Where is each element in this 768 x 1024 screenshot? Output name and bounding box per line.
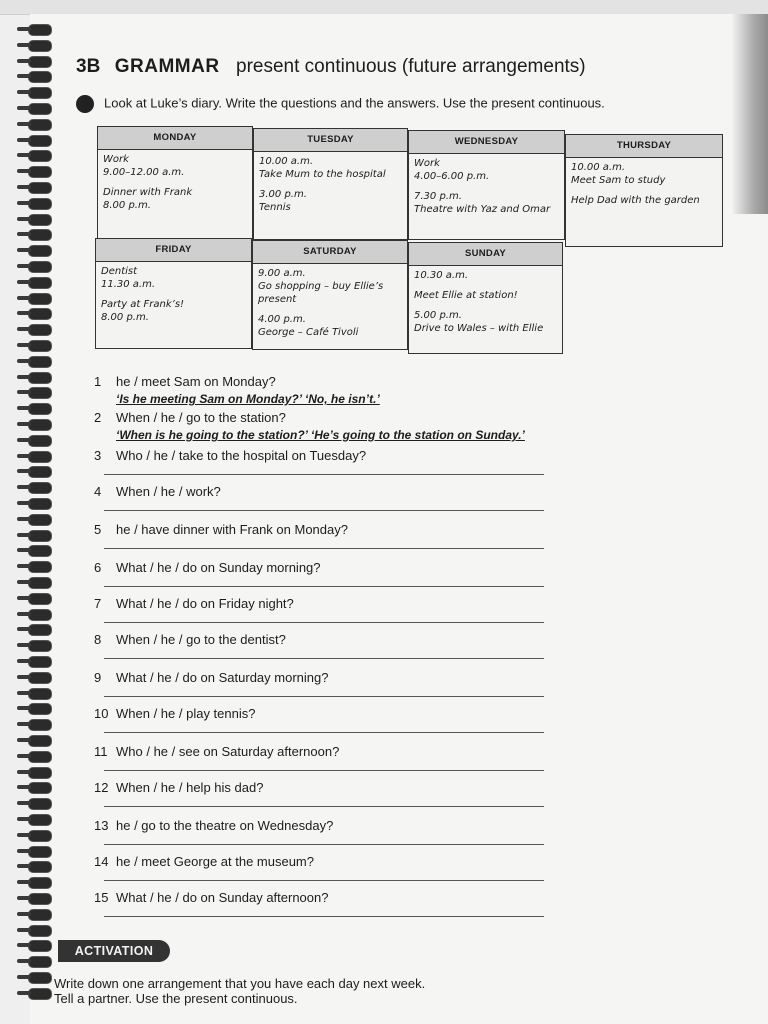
spiral-ring xyxy=(28,577,52,589)
question-number: 1 xyxy=(94,374,102,389)
instruction-text: Look at Luke’s diary. Write the questions and the answers. Use the present continuous. xyxy=(104,95,605,111)
spiral-ring xyxy=(28,640,52,652)
spiral-ring xyxy=(28,751,52,763)
diary-entry: Dentist xyxy=(101,266,138,277)
diary-day-cell xyxy=(253,128,408,240)
answer-line[interactable] xyxy=(104,474,544,475)
diary-entry: 10.00 a.m. xyxy=(259,156,314,167)
spiral-ring xyxy=(28,182,52,194)
activation-line-1: Write down one arrangement that you have each day next week. xyxy=(54,976,426,991)
answer-line[interactable] xyxy=(104,622,544,623)
diary-entry: 11.30 a.m. xyxy=(101,279,156,290)
spiral-ring xyxy=(28,940,52,952)
diary-entry: Drive to Wales – with Ellie xyxy=(414,323,544,334)
spiral-ring xyxy=(28,482,52,494)
bullet-icon xyxy=(76,95,94,113)
spiral-ring xyxy=(28,672,52,684)
question-number: 14 xyxy=(94,854,109,869)
spiral-ring xyxy=(28,514,52,526)
diary-entry: Meet Sam to study xyxy=(571,175,666,186)
question-number: 3 xyxy=(94,448,102,463)
spiral-ring xyxy=(28,545,52,557)
spiral-ring xyxy=(28,861,52,873)
diary-entry: 9.00 a.m. xyxy=(258,268,306,279)
answer-line[interactable] xyxy=(104,844,544,845)
spiral-ring xyxy=(28,56,52,68)
spiral-ring xyxy=(28,609,52,621)
question-prompt: When / he / play tennis? xyxy=(116,706,256,721)
question-prompt: What / he / do on Friday night? xyxy=(116,596,294,611)
question-prompt: he / have dinner with Frank on Monday? xyxy=(116,522,348,537)
diary-entries xyxy=(566,158,722,210)
spiral-ring xyxy=(28,466,52,478)
spiral-ring xyxy=(28,340,52,352)
spiral-ring xyxy=(28,925,52,937)
diary-entry: 10.30 a.m. xyxy=(414,270,469,281)
section-code: 3B xyxy=(76,56,101,77)
diary-entry: Party at Frank’s! xyxy=(101,299,185,310)
spiral-ring xyxy=(28,656,52,668)
question-number: 12 xyxy=(94,780,109,795)
example-answer: ‘Is he meeting Sam on Monday?’ ‘No, he isn’t.’ xyxy=(116,392,380,406)
diary-entry xyxy=(414,183,559,190)
spiral-ring xyxy=(28,372,52,384)
question-number: 15 xyxy=(94,890,109,905)
answer-line[interactable] xyxy=(104,586,544,587)
spiral-ring xyxy=(28,830,52,842)
diary-entries xyxy=(96,262,251,327)
spiral-ring xyxy=(28,419,52,431)
diary-entry: Work xyxy=(103,154,129,165)
question-prompt: When / he / work? xyxy=(116,484,221,499)
spiral-ring xyxy=(28,71,52,83)
diary-entries xyxy=(409,266,562,338)
spiral-ring xyxy=(28,909,52,921)
question-prompt: he / meet George at the museum? xyxy=(116,854,314,869)
spiral-ring xyxy=(28,403,52,415)
spiral-ring xyxy=(28,624,52,636)
diary-entry xyxy=(103,179,247,186)
spiral-ring xyxy=(28,277,52,289)
question-prompt: What / he / do on Sunday afternoon? xyxy=(116,890,329,905)
spiral-ring xyxy=(28,356,52,368)
spiral-ring xyxy=(28,87,52,99)
question-prompt: When / he / go to the dentist? xyxy=(116,632,286,647)
diary-entry: 3.00 p.m. xyxy=(259,189,307,200)
question-prompt: When / he / go to the station? xyxy=(116,410,286,425)
spiral-ring xyxy=(28,229,52,241)
question-prompt: he / go to the theatre on Wednesday? xyxy=(116,818,334,833)
spiral-ring xyxy=(28,245,52,257)
section-title xyxy=(76,56,586,78)
spiral-ring xyxy=(28,703,52,715)
spiral-ring xyxy=(28,988,52,1000)
question-number: 11 xyxy=(94,744,108,759)
question-number: 6 xyxy=(94,560,102,575)
diary-entry: 4.00–6.00 p.m. xyxy=(414,171,490,182)
spiral-ring xyxy=(28,261,52,273)
answer-line[interactable] xyxy=(104,548,544,549)
question-prompt: When / he / help his dad? xyxy=(116,780,264,795)
diary-entry: 8.00 p.m. xyxy=(101,312,149,323)
question-prompt: Who / he / take to the hospital on Tuesday? xyxy=(116,448,367,463)
diary-day-heading: MONDAY xyxy=(98,127,252,150)
diary-entry: 10.00 a.m. xyxy=(571,162,626,173)
question-number: 10 xyxy=(94,706,109,721)
spiral-ring xyxy=(28,735,52,747)
diary-day-heading: FRIDAY xyxy=(96,239,251,262)
spiral-ring xyxy=(28,166,52,178)
spiral-ring xyxy=(28,150,52,162)
question-number: 9 xyxy=(94,670,102,685)
diary-entry: 7.30 p.m. xyxy=(414,191,462,202)
diary-day-heading: SATURDAY xyxy=(253,241,407,264)
diary-day-cell xyxy=(97,126,253,240)
spiral-ring xyxy=(28,798,52,810)
spiral-ring xyxy=(28,198,52,210)
diary-entry: present xyxy=(258,294,297,305)
spiral-ring xyxy=(28,956,52,968)
answer-line[interactable] xyxy=(104,770,544,771)
spiral-ring xyxy=(28,530,52,542)
spiral-binding xyxy=(0,24,60,1024)
diary-entry: 9.00–12.00 a.m. xyxy=(103,167,185,178)
diary-entry: Meet Ellie at station! xyxy=(414,290,518,301)
spiral-ring xyxy=(28,24,52,36)
question-number: 5 xyxy=(94,522,102,537)
diary-entry: Tennis xyxy=(259,202,291,213)
spiral-ring xyxy=(28,214,52,226)
question-prompt: he / meet Sam on Monday? xyxy=(116,374,276,389)
spiral-ring xyxy=(28,387,52,399)
diary-entries xyxy=(409,154,564,219)
diary-entry xyxy=(571,187,717,194)
spiral-ring xyxy=(28,293,52,305)
spiral-ring xyxy=(28,561,52,573)
diary-entry: Help Dad with the garden xyxy=(571,195,700,206)
diary-day-heading: TUESDAY xyxy=(254,129,407,152)
diary-day-cell xyxy=(565,134,723,247)
spiral-ring xyxy=(28,688,52,700)
exercise-instruction xyxy=(76,95,605,113)
diary-day-cell xyxy=(408,130,565,240)
answer-line[interactable] xyxy=(104,658,544,659)
question-number: 4 xyxy=(94,484,102,499)
answer-line[interactable] xyxy=(104,510,544,511)
diary-entry: Go shopping – buy Ellie’s xyxy=(258,281,384,292)
spiral-ring xyxy=(28,119,52,131)
spiral-ring xyxy=(28,972,52,984)
diary-entry xyxy=(258,306,402,313)
diary-entries xyxy=(254,152,407,217)
spiral-ring xyxy=(28,814,52,826)
spiral-ring xyxy=(28,719,52,731)
spiral-ring xyxy=(28,40,52,52)
activation-banner: ACTIVATION xyxy=(58,940,170,962)
spiral-ring xyxy=(28,782,52,794)
spiral-ring xyxy=(28,767,52,779)
section-subtitle: present continuous (future arrangements) xyxy=(236,56,586,77)
activation-line-2: Tell a partner. Use the present continuous. xyxy=(54,991,298,1006)
diary-day-heading: THURSDAY xyxy=(566,135,722,158)
answer-line[interactable] xyxy=(104,732,544,733)
spiral-ring xyxy=(28,435,52,447)
diary-entry: Work xyxy=(414,158,440,169)
question-number: 13 xyxy=(94,818,109,833)
question-prompt: Who / he / see on Saturday afternoon? xyxy=(116,744,340,759)
answer-line[interactable] xyxy=(104,916,544,917)
question-prompt: What / he / do on Sunday morning? xyxy=(116,560,321,575)
spiral-ring xyxy=(28,451,52,463)
question-prompt: What / he / do on Saturday morning? xyxy=(116,670,329,685)
diary-day-heading: SUNDAY xyxy=(409,243,562,266)
diary-day-cell xyxy=(252,240,408,350)
diary-entry: Take Mum to the hospital xyxy=(259,169,386,180)
question-number: 8 xyxy=(94,632,102,647)
spiral-ring xyxy=(28,308,52,320)
diary-entry: George – Café Tivoli xyxy=(258,327,359,338)
section-word: GRAMMAR xyxy=(114,56,220,77)
diary-day-cell xyxy=(408,242,563,354)
spiral-ring xyxy=(28,324,52,336)
diary-entry: Dinner with Frank xyxy=(103,187,193,198)
diary-entry xyxy=(414,302,557,309)
example-answer: ‘When is he going to the station?’ ‘He’s going to the station on Sunday.’ xyxy=(116,428,525,442)
question-number: 7 xyxy=(94,596,102,611)
spiral-ring xyxy=(28,498,52,510)
answer-line[interactable] xyxy=(104,696,544,697)
spiral-ring xyxy=(28,877,52,889)
diary-entries xyxy=(98,150,252,215)
diary-entry: 5.00 p.m. xyxy=(414,310,462,321)
diary-entry xyxy=(101,291,246,298)
diary-entry: 4.00 p.m. xyxy=(258,314,306,325)
spiral-ring xyxy=(28,593,52,605)
spiral-ring xyxy=(28,893,52,905)
page-shadow xyxy=(732,14,768,214)
spiral-ring xyxy=(28,103,52,115)
spiral-ring xyxy=(28,846,52,858)
spiral-ring xyxy=(28,135,52,147)
answer-line[interactable] xyxy=(104,806,544,807)
diary-entry xyxy=(414,282,557,289)
answer-line[interactable] xyxy=(104,880,544,881)
diary-entry: 8.00 p.m. xyxy=(103,200,151,211)
diary-entry: Theatre with Yaz and Omar xyxy=(414,204,551,215)
diary-entries xyxy=(253,264,407,342)
diary-day-heading: WEDNESDAY xyxy=(409,131,564,154)
top-edge xyxy=(0,0,768,15)
question-number: 2 xyxy=(94,410,102,425)
diary-day-cell xyxy=(95,238,252,349)
diary-entry xyxy=(259,181,402,188)
